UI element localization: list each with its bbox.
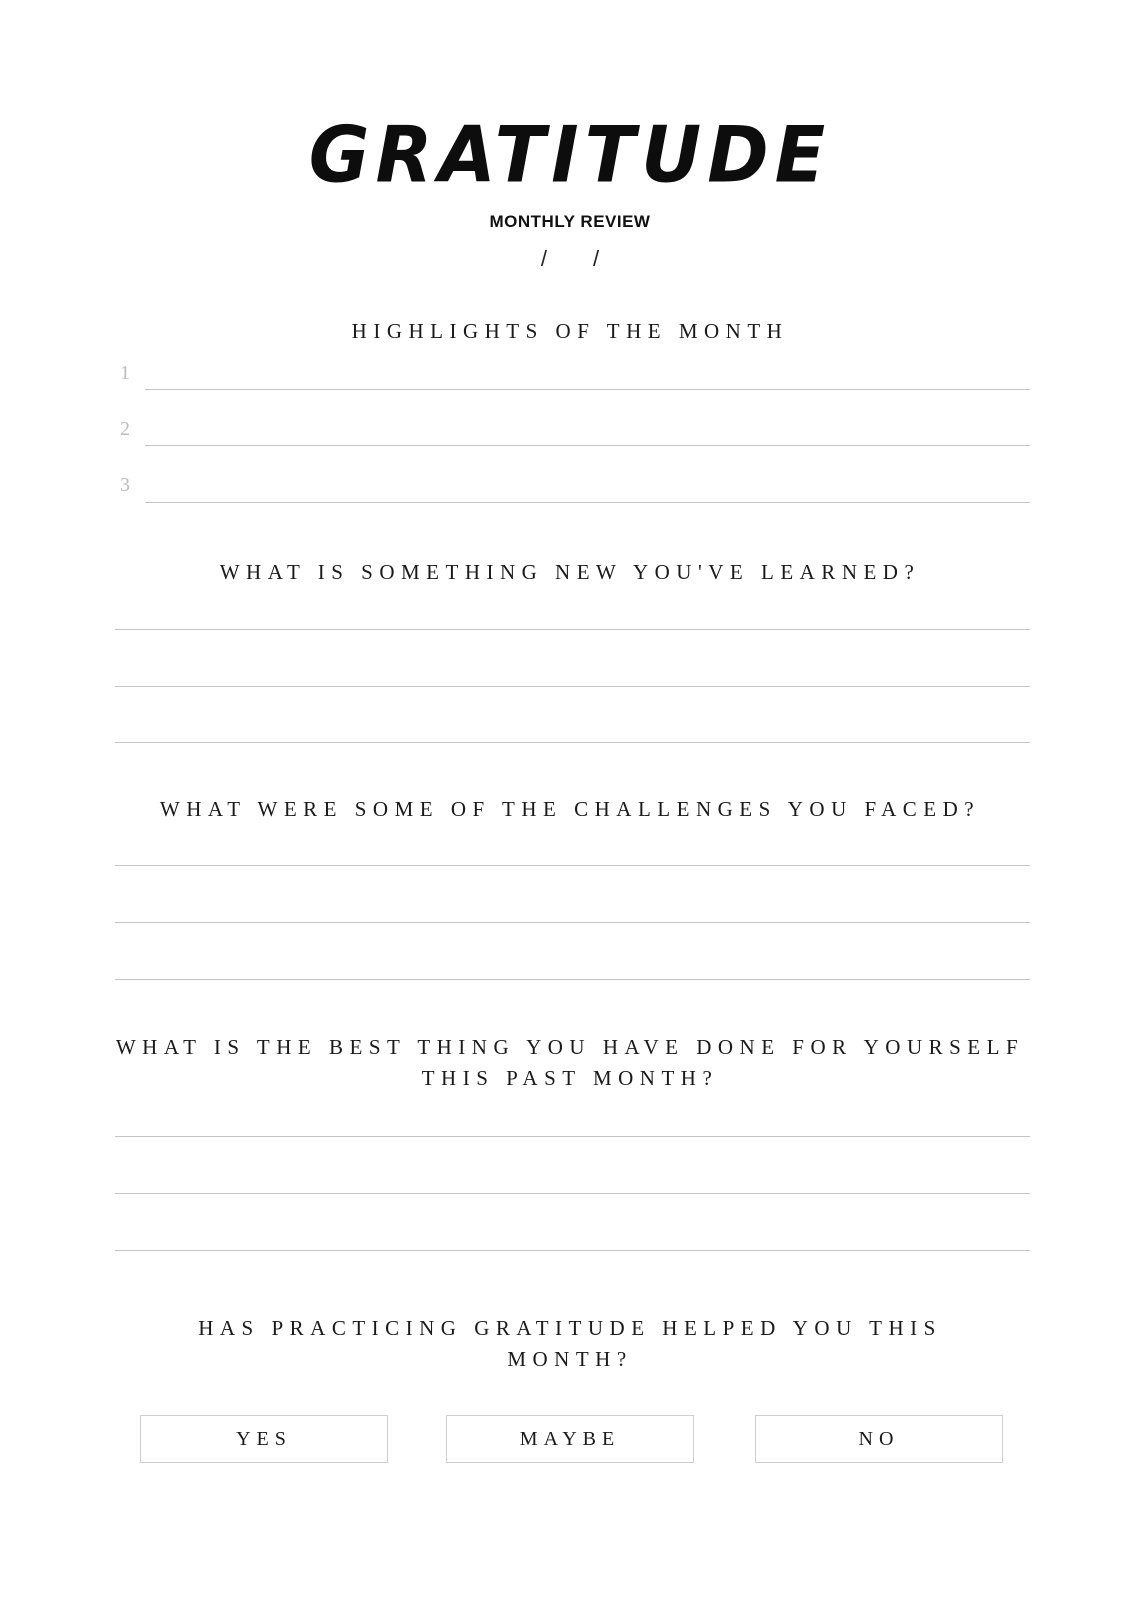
best-thing-line-2[interactable] bbox=[115, 1193, 1030, 1194]
highlight-line-1[interactable] bbox=[145, 389, 1030, 390]
date-field[interactable]: / / bbox=[540, 246, 600, 271]
learned-heading: WHAT IS SOMETHING NEW YOU'VE LEARNED? bbox=[219, 560, 921, 584]
best-thing-line-1[interactable] bbox=[115, 1136, 1030, 1137]
highlight-number-1: 1 bbox=[120, 362, 130, 384]
best-thing-line-3[interactable] bbox=[115, 1250, 1030, 1251]
gratitude-helped-heading-line1: HAS PRACTICING GRATITUDE HELPED YOU THIS bbox=[198, 1316, 942, 1340]
highlight-line-3[interactable] bbox=[145, 502, 1030, 503]
challenges-line-1[interactable] bbox=[115, 865, 1030, 866]
highlight-number-2: 2 bbox=[120, 418, 130, 440]
learned-line-1[interactable] bbox=[115, 629, 1030, 630]
yes-option[interactable]: YES bbox=[140, 1415, 388, 1463]
highlight-line-2[interactable] bbox=[145, 445, 1030, 446]
challenges-line-3[interactable] bbox=[115, 979, 1030, 980]
page-subtitle: MONTHLY REVIEW bbox=[489, 212, 651, 231]
best-thing-heading-line2: THIS PAST MONTH? bbox=[421, 1066, 719, 1090]
maybe-option[interactable]: MAYBE bbox=[446, 1415, 694, 1463]
no-option[interactable]: NO bbox=[755, 1415, 1003, 1463]
highlights-heading: HIGHLIGHTS OF THE MONTH bbox=[351, 319, 789, 343]
challenges-heading: WHAT WERE SOME OF THE CHALLENGES YOU FACED? bbox=[159, 797, 981, 821]
gratitude-helped-heading-line2: MONTH? bbox=[507, 1347, 633, 1371]
best-thing-heading-line1: WHAT IS THE BEST THING YOU HAVE DONE FOR YOURSELF bbox=[115, 1035, 1025, 1059]
page-title: GRATITUDE bbox=[308, 109, 832, 201]
challenges-line-2[interactable] bbox=[115, 922, 1030, 923]
highlight-number-3: 3 bbox=[120, 474, 130, 496]
learned-line-3[interactable] bbox=[115, 742, 1030, 743]
learned-line-2[interactable] bbox=[115, 686, 1030, 687]
